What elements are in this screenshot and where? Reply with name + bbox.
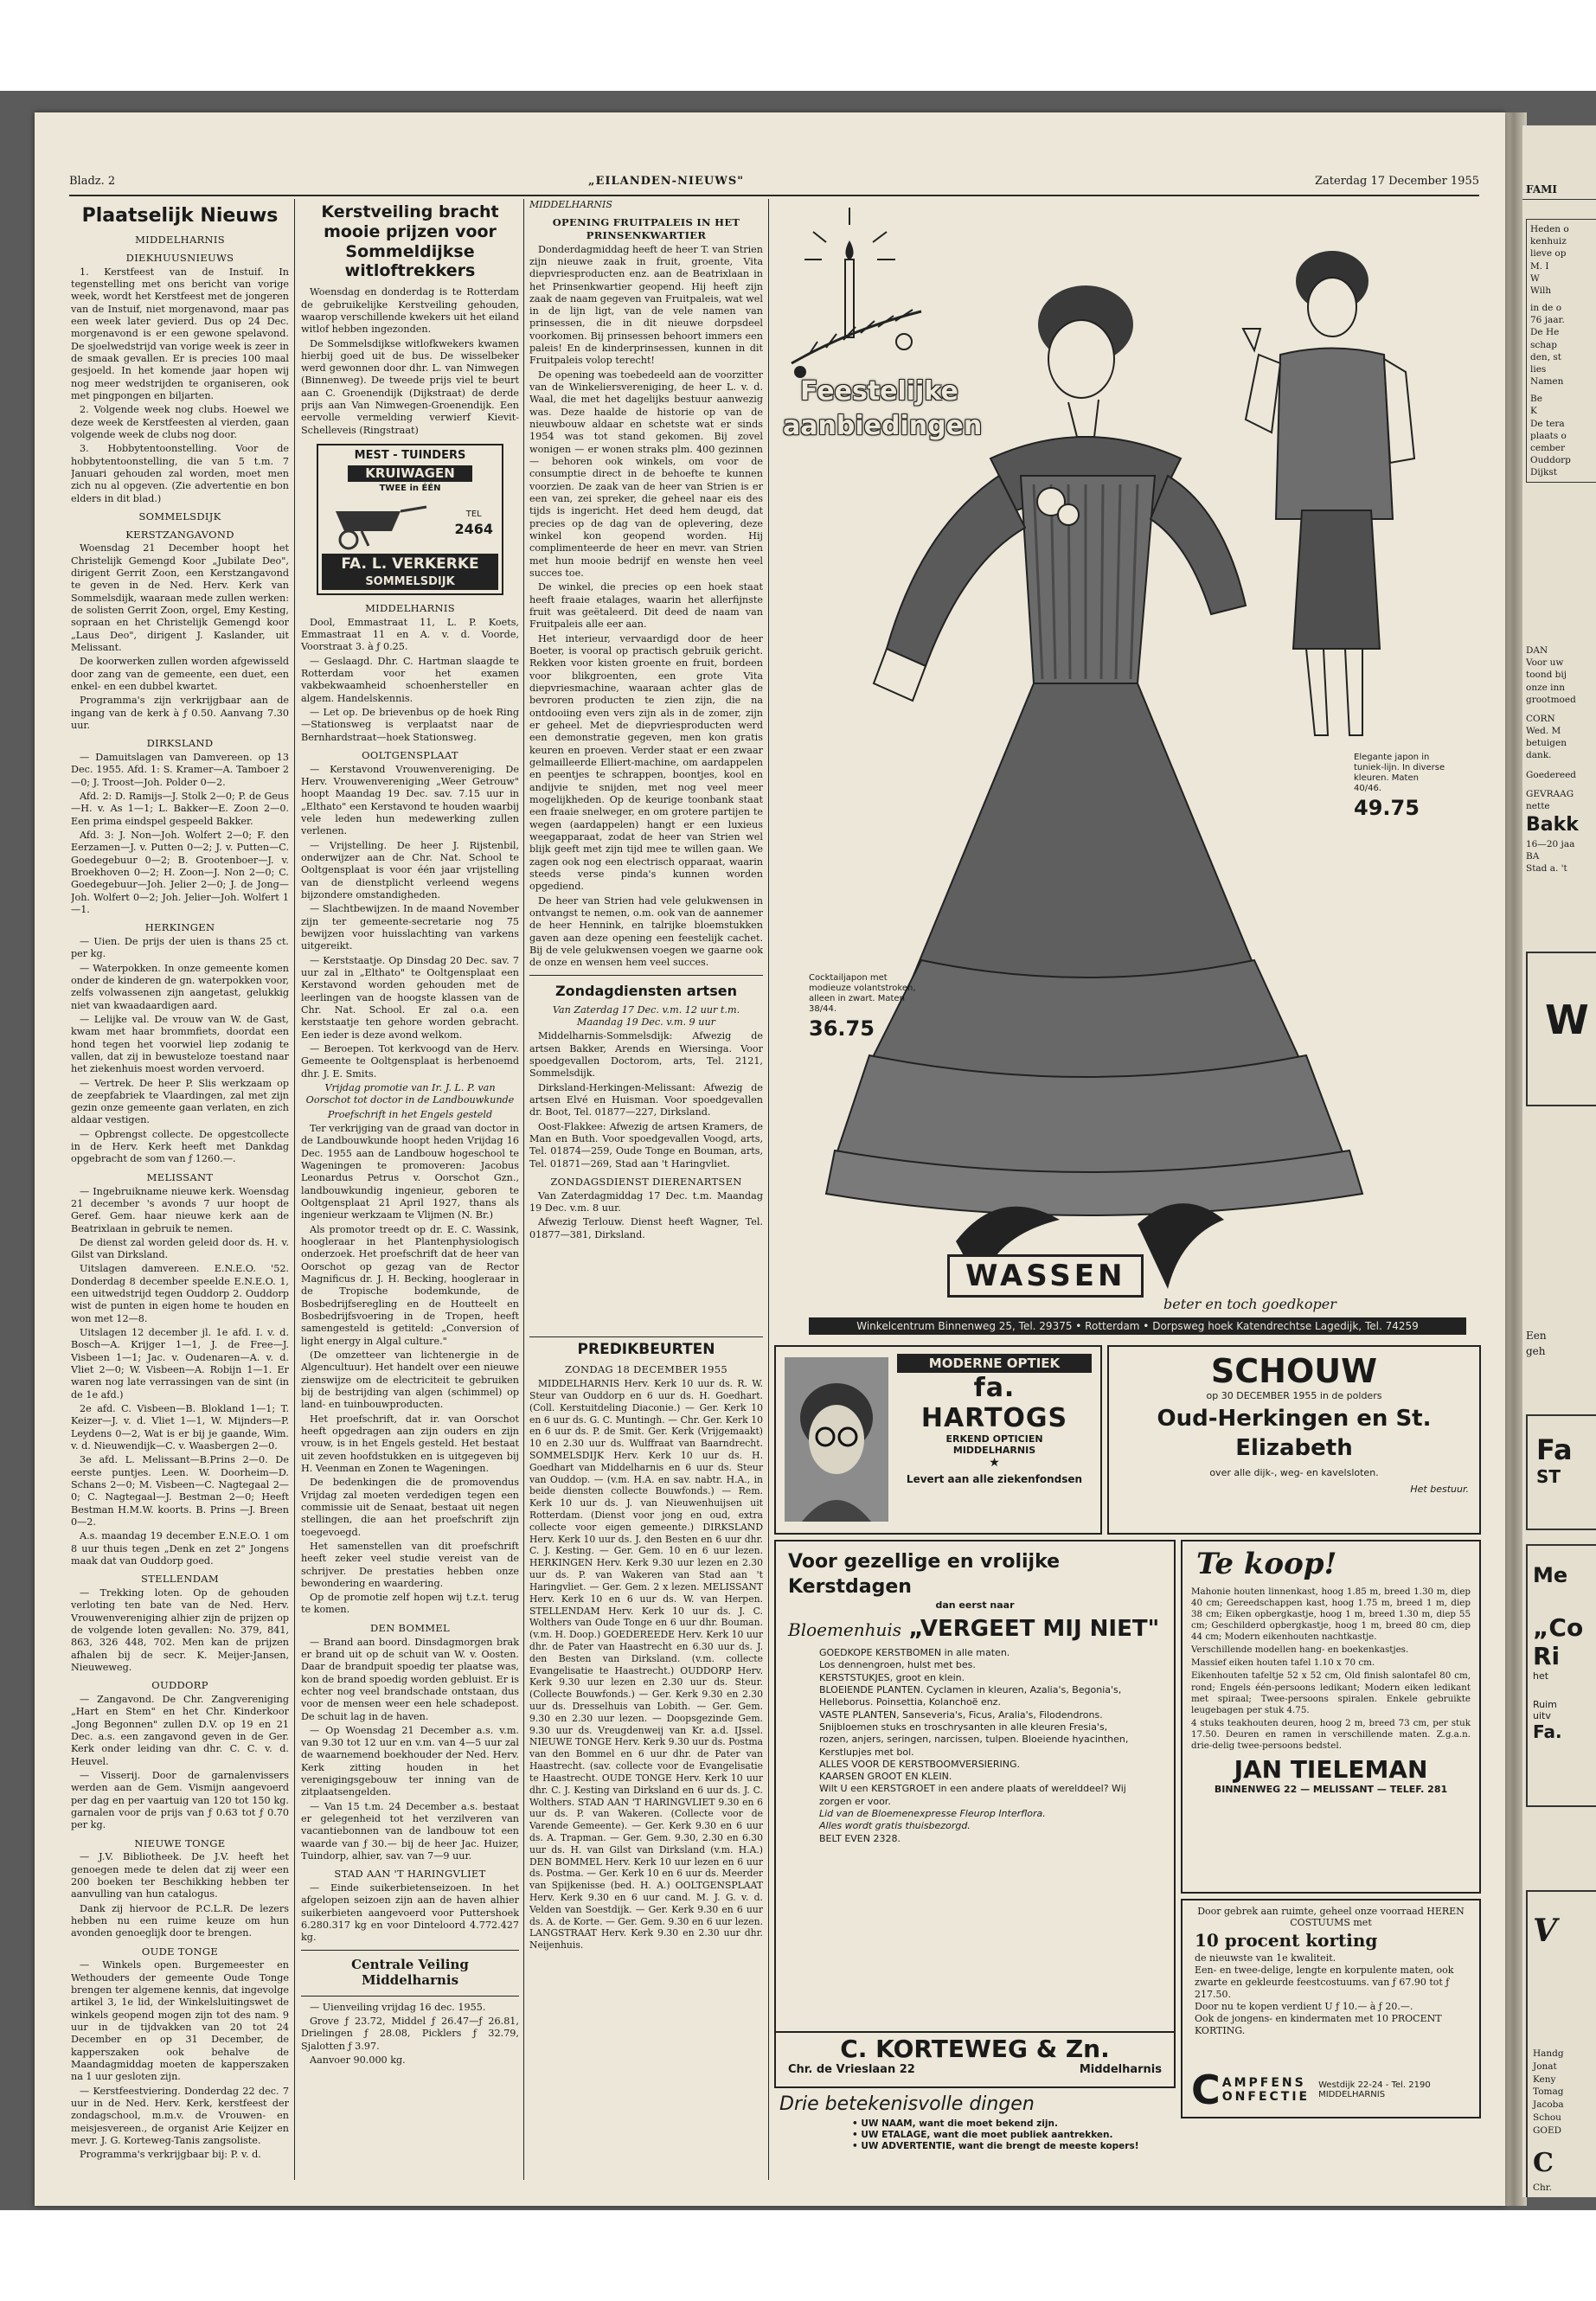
ad-headline: Te koop! xyxy=(1196,1547,1337,1581)
paragraph: Het proefschrift, dat ir. van Oorschot heeft opgedragen aan zijn ouders en zijn vrouw, is in het Engels gesteld. Het bestaat uit zeven hoofdstukken en is uitgegeven bij H. Veenman en Zonen te Wageningen. xyxy=(301,1413,519,1474)
schouw-polders: Oud-Herkingen en St. Elizabeth xyxy=(1157,1406,1432,1461)
paragraph: 3. Hobbytentoonstelling. Voor de hobbytentoonstelling, die van 5 t.m. 7 Januari gehouden zal worden, moet men zich nu al opgeven. (Zie advertentie en bon elders in dit blad.) xyxy=(71,443,289,504)
text-fragment: BA xyxy=(1526,850,1540,862)
portrait-woman-glasses-icon xyxy=(785,1357,888,1522)
ad-tel-label: TEL xyxy=(465,510,482,520)
adjacent-page-strip xyxy=(1522,125,1596,2197)
ad-paragraph: Verschillende modellen hang- en boekenkastjes. xyxy=(1191,1644,1409,1656)
ad-line: KERSTSTUKJES, groot en klein. xyxy=(819,1671,965,1683)
section-title: Plaatselijk Nieuws xyxy=(81,205,279,227)
text-fragment: Ruim xyxy=(1533,1699,1557,1710)
brand-wassen: WASSEN xyxy=(947,1254,1144,1298)
schouw-sign: Het bestuur. xyxy=(1410,1483,1469,1495)
paragraph: Donderdagmiddag heeft de heer T. van Strien zijn nieuwe zaak in fruit, groente, Vita diepvriesproducten enz. aan de Beatrixlaan in het Prinsenkwartier geopend. Hij heeft zijn zaak de naam gegeven van Fruitpaleis, wat wel in de lijn ligt, van de vele namen van prinsessen, die in dit nieuwe dorpsdeel voorkomen. Bij prinsessen behoort immers een paleis! En de kinderprinsessen, kunnen in dit Fruitpaleis volop terecht! xyxy=(529,243,763,367)
paragraph: — Lelijke val. De vrouw van W. de Gast, kwam met haar brommfiets, doordat een hond tegen het voorwiel liep zodanig te vallen, dat zij in bewusteloze toestand naar het ziekenhuis moest worden vervoerd. xyxy=(71,1013,289,1075)
place-heading: MIDDELHARNIS xyxy=(365,602,455,615)
list-item: • UW NAAM, want die moet bekend zijn. xyxy=(852,2118,1058,2129)
ad-schouw xyxy=(1107,1345,1481,1535)
ad-line: Alles wordt gratis thuisbezorgd. xyxy=(819,1820,971,1832)
next-header: FAMI xyxy=(1526,183,1558,195)
paragraph: 3e afd. L. Melissant—B.Prins 2—0. De eerste puntjes. Leen. W. Doorheim—D. Schans 2—0; M. Visbeen—C. Nagtegaal 2—0; C. Nagtegaal—J. Bestman 2—0; Heeft Bestman H.M.W. koorts. B. Prins —J. Breen 0—2. xyxy=(71,1454,289,1529)
paragraph: Het interieur, vervaardigd door de heer Boeter, is vooral op practisch gebruik gericht. Rekken voor kisten groente en fruit, bordeen voor blikgroenten, een grote Vita diepvriesmachine, waaraan achter glas de bevroren producten te zien zijn, die na ontdooiing even vers zijn als in de zomer, zijn er geheel. Met de diepvriesproducten werd een demonstratie gegeven, men kon gratis keuren en proeven. Verder staat er een zwaar gelmailleerde Elliert-machine, om aardappelen en peentjes te schrappen, boontjes, kool en andijvie te snijden, met nog veel meer mogelijkheden. Op de keurige toonbank staat een fraaie snelweger, en om grotere partijen te wegen (aardappelen) hangt er een luxieus weegapparaat, zodat de heer van Strien wel blijk geeft met zijn tijd mee te willen gaan. We zagen ook nog een electrisch opparaat, waarin steeds verse pinda's kunnen worden opgediend. xyxy=(529,632,763,893)
paragraph: — Kerstfeestviering. Donderdag 22 dec. 7 uur in de Ned. Herv. Kerk, kerstfeest der zondagschool, m.m.v. de Vrouwen- en meisjesvereen., de organist Arie Keijzer en mevr. J. G. Korteweg-Tanis zangsoliste. xyxy=(71,2085,289,2147)
ad-headline: Drie betekenisvolle dingen xyxy=(779,2093,1035,2115)
place-heading: STAD AAN 'T HARINGVLIET xyxy=(334,1868,486,1881)
paragraph: Afwezig Terlouw. Dienst heeft Wagner, Tel. 01877—381, Dirksland. xyxy=(529,1216,763,1240)
schouw-line: over alle dijk-, weg- en kavelsloten. xyxy=(1209,1466,1379,1478)
ad-headline: Voor gezellige en vrolijke Kerstdagen xyxy=(788,1551,1061,1598)
ad-paragraph: 4 stuks teakhouten deuren, hoog 2 m, breed 73 cm, per stuk 17.50. Deuren en ramen in verschillende maten. Z.g.a.n. drie-delig twee-persoons bedstel. xyxy=(1191,1717,1471,1751)
paragraph: Op de promotie zelf hopen wij t.z.t. terug te komen. xyxy=(301,1592,519,1616)
text-fragment: Wed. M xyxy=(1526,726,1561,737)
text-fragment: nette xyxy=(1526,800,1550,811)
text-fragment: Be xyxy=(1530,394,1542,405)
ad-line: Een- en twee-delige, lengte en korpulente maten, ook zwarte en gekleurde feestcostuums. van ƒ 67.90 tot ƒ 217.50. xyxy=(1195,1965,1454,2001)
paragraph: Ter verkrijging van de graad van doctor in de Landbouwkunde hoopt heden Vrijdag 16 Dec. 1955 aan de Landbouw hogeschool te Wageningen te promoveren: Jacobus Leonardus Petrus v. Oorschot Gzn., landbouwkundig ingenieur, geboren te Ooltgensplaat 21 April 1927, thans als ingenieur werkzaam te Vlijmen (N. Br.) xyxy=(301,1123,519,1221)
ad-title: aanbiedingen xyxy=(783,411,983,441)
text-fragment: Handg xyxy=(1533,2048,1564,2060)
place-heading: MELISSANT xyxy=(146,1170,214,1183)
text-fragment: DAN xyxy=(1526,645,1548,656)
text-fragment: 16—20 jaa xyxy=(1526,838,1575,849)
paragraph: De winkel, die precies op een hoek staat heeft fraaie etalages, waarin het allerfijnste fruit was geëtaleerd. Dit deed de naam van Fruitpaleis alle eer aan. xyxy=(529,581,763,631)
paragraph: — Brand aan boord. Dinsdagmorgen brak er brand uit op de schuit van W. v. Oosten. Daar de brandpuit spoedig ter plaatse was, kon de brand spoedig worden gebluist. Er is echter nog veel brandschade ontstaan, dus voor de mensen weer een hele schadepost. De schuit lag in de haven. xyxy=(301,1636,519,1722)
ad-line: BELT EVEN 2328. xyxy=(819,1832,901,1844)
subheadline: Proefschrift in het Engels gesteld xyxy=(327,1108,493,1120)
text-fragment: Fa xyxy=(1536,1433,1573,1466)
text-fragment: Een xyxy=(1526,1330,1547,1342)
paragraph: De opening was toebedeeld aan de voorzitter van de Winkeliersvereniging, de heer L. v. d. Waal, die met het dagelijks bestuur aanwezig was. Deze haalde de historie op van de nieuwbouw aldaar en schetste wat er sinds 1954 was tot stand gekomen. Bij zovel wonigen — er wonen straks plm. 400 gezinnen — behoren ook winkels, om voor de consumptie direct in de behoefte te kunnen voorzien. De zaak van de heer van Strien is er een van, zei spreker, die geheel naar eis des tijds is ingericht. Het deed hem deugd, dat precies op de dag van de oplevering, deze winkel kon geopend worden. Hij complimenteerde de heer en mevr. van Strien met hun mooie bedrijf en wenste hen veel succes toe. xyxy=(529,369,763,580)
ad-wassen-fashion xyxy=(774,199,1484,1336)
text-fragment: Fa. xyxy=(1533,1721,1562,1742)
place-heading: OUDE TONGE xyxy=(141,1945,219,1958)
paragraph: — Visserij. Door de garnalenvissers werden aan de Gem. Vismijn aangevoerd per dag en per vaartuig van 120 tot 150 kg. garnalen voor de prijs van ƒ 0.63 tot ƒ 0.70 per kg. xyxy=(71,1770,289,1831)
text-fragment: Heden o xyxy=(1530,224,1569,234)
paragraph: Het samenstellen van dit proefschrift heeft zeker veel studie vereist van de schrijver. De prestaties hebben onze bewondering en waardering. xyxy=(301,1540,519,1589)
paragraph: — Winkels open. Burgemeester en Wethouders der gemeente Oude Tonge brengen ter algemene kennis, dat ingevolge artikel 3, 1e lid, der Winkelsluitingswet de winkels geopend mogen zijn tot des nam. 9 uur in de tijdvakken van 20 tot 24 December en op 31 December, de kapperszaken ook behalve de Maandagmiddag moeten de kapperszaken na 1 uur gesloten zijn. xyxy=(71,1959,289,2083)
paragraph: Afd. 3: J. Non—Joh. Wolfert 2—0; F. den Eerzamen—J. v. Putten 0—2; J. v. Putten—C. Goedegebuur 0—2; B. Grootenboer—J. v. Broekhoven 0—2; H. Zoon—J. Non 2—0; C. Goedegebuur—Joh. Jelier 2—0; J. de Jong—Joh. Wolfert 0—2; Joh. Jelier—Joh. Wolfert 1—1. xyxy=(71,829,289,915)
text-fragment: „Co xyxy=(1533,1613,1584,1642)
paragraph: De dienst zal worden geleid door ds. H. v. Gilst van Dirksland. xyxy=(71,1236,289,1261)
optiek-line: Levert aan alle ziekenfondsen xyxy=(906,1473,1083,1485)
paragraph: — Zangavond. De Chr. Zangvereniging „Hart en Stem" en het Chr. Kinderkoor „Jong Begonnen" zullen D.V. op 19 en 21 Dec. a.s. een zangavond geven in de Ger. Kerk onder leiding van dhr. C. C. v. d. Heuvel. xyxy=(71,1694,289,1767)
schouw-title: SCHOUW xyxy=(1210,1352,1378,1390)
paragraph: Dool, Emmastraat 11, L. P. Koets, Emmastraat 11 en A. v. d. Voorde, Voorstraat 3. à ƒ 0.25. xyxy=(301,616,519,653)
column-local-news xyxy=(71,199,289,2180)
ad-line: de nieuwste van 1e kwaliteit. xyxy=(1195,1952,1336,1964)
place-heading: STELLENDAM xyxy=(141,1573,219,1586)
paragraph: Uitslagen 12 december jl. 1e afd. I. v. d. Bosch—A. Krijger 1—1, J. de Free—J. Visbeen 1—1; Jac. v. Oudenaren—A. v. d. Vliet 2—0; W. Visbeen—A. Robijn 1—1. Er waren nog late verrassingen van de sint (in de 1e afd.) xyxy=(71,1327,289,1400)
paragraph: De koorwerken zullen worden afgewisseld door zang van de gemeente, een duet, een enkel- en een dubbel kwartet. xyxy=(71,656,289,692)
dress-price: 49.75 xyxy=(1354,796,1420,820)
paragraph: (De omzetteer van lichtenergie in de Algencultuur). Het handelt over een nieuwe zienswijze om de electriciteit te gebruiken bij de bestrijding van algen (schimmel) op land- en tuinbouwproducten. xyxy=(301,1349,519,1411)
paragraph: Grove ƒ 23.72, Middel ƒ 26.47—ƒ 26.81, Drielingen ƒ 28.08, Picklers ƒ 32.79, Sjalotten ƒ 3.97. xyxy=(301,2016,519,2052)
text-fragment: uitv xyxy=(1533,1710,1551,1721)
ad-tel-number: 2464 xyxy=(454,520,493,537)
paragraph: Aanvoer 90.000 kg. xyxy=(310,2054,406,2067)
newspaper-page xyxy=(35,112,1505,2206)
place-heading: NIEUWE TONGE xyxy=(134,1836,226,1849)
text-fragment: Bakk xyxy=(1526,814,1579,836)
paragraph: — Let op. De brievenbus op de hoek Ring—Stationsweg is verplaatst naar de Bernhardstraat—hoek Stationsweg. xyxy=(301,707,519,743)
text-fragment: lies xyxy=(1530,363,1547,375)
sub-heading: ZONDAG 18 DECEMBER 1955 xyxy=(564,1363,728,1376)
paragraph: — Uienveiling vrijdag 16 dec. 1955. xyxy=(310,2001,486,2013)
paragraph: Uitslagen damvereen. E.N.E.O. '52. Donderdag 8 december speelde E.N.E.O. 1, een uitwedstrijd tegen Ouddorp 2. Ouddorp wist de punten in eigen home te houden en won met 12—8. xyxy=(71,1263,289,1324)
text-fragment: geh xyxy=(1526,1345,1546,1357)
text-fragment: plaats o xyxy=(1530,430,1567,441)
text-fragment: 76 jaar. xyxy=(1530,315,1565,326)
optiek-line: MIDDELHARNIS xyxy=(952,1445,1036,1456)
ad-paragraph: Eikenhouten tafeltje 52 x 52 cm, Old finish salontafel 80 cm, rond; Engels één-persoons ledikant; Modern eiken ledikant met spiraal; Twee-persoons spiralen. Enkele gebruikte leugebagen per stuk 4.75. xyxy=(1191,1670,1471,1715)
paragraph: — Uien. De prijs der uien is thans 25 ct. per kg. xyxy=(71,935,289,960)
ad-vergeet-mij-niet xyxy=(774,1540,1176,2088)
text-fragment: den, st xyxy=(1530,351,1561,362)
ad-kruiwagen xyxy=(317,444,503,595)
text-fragment: W xyxy=(1530,272,1540,284)
star-icon: ★ xyxy=(989,1456,1000,1470)
column-predikbeurten xyxy=(529,1336,763,2180)
sub-heading: KERSTZANGAVOND xyxy=(125,528,234,541)
ad-line: BLOEIENDE PLANTEN. Cyclamen in kleuren, Azalia's, Begonia's, Helleborus. Poinsettia, Kolanchoë enz. xyxy=(819,1684,1122,1708)
ad-script-name: Bloemenhuis xyxy=(788,1619,902,1641)
text-fragment: schap xyxy=(1530,339,1558,350)
paragraph: 1. Kerstfeest van de Instuif. In tegenstelling met ons bericht van vorige week, wordt het Kerstfeest met de jongeren van de Instuif, niet morgenavond, maar pas een week later gevierd. Dus op 24 Dec. morgenavond is er een gewone spelavond. De sjoelwedstrijd van vorige week is zeer in de smaak gevallen. Er is precies 100 maal gesjoeld. In het komende jaar hopen wij nog meer wedstrijden te organiseren, ook met pingpongen en biljarten. xyxy=(71,266,289,401)
ad-line: ALLES VOOR DE KERSTBOOMVERSIERING. xyxy=(819,1758,1021,1770)
text-fragment: GOED xyxy=(1533,2125,1562,2136)
ad-line: KAARSEN GROOT EN KLEIN. xyxy=(819,1771,952,1783)
ad-line: Lid van de Bloemenexpresse Fleurop Interflora. xyxy=(819,1808,1046,1820)
place-heading: MIDDELHARNIS xyxy=(135,234,225,247)
paragraph: — Einde suikerbietenseizoen. In het afgelopen seizoen zijn aan de haven alhier suikerbieten aangevoerd voor Puttershoek 6.280.317 kg en voor Dinteloord 4.772.427 kg. xyxy=(301,1882,519,1944)
paragraph: Als promotor treedt op dr. E. C. Wassink, hoogleraar in het Plantenphysiologisch onderzoek. Het proefschrift dat de heer van Oorschot op gezag van de Rector Magnificus dr. J. H. Becking, hoogleraar in de Tropische bodemkunde, de Bosbedrijfseregling en de Houtteelt en Bosbedrijfsvoering in de Tropen, heeft samengesteld is getiteld: „Conversion of light energy in Algal culture." xyxy=(301,1223,519,1347)
paragraph: Dirksland-Herkingen-Melissant: Afwezig de artsen Elvé en Huisman. Voor spoedgevallen dr. Boot, Tel. 01877—227, Dirksland. xyxy=(529,1081,763,1118)
text-fragment: De He xyxy=(1530,327,1560,338)
text-fragment: Ri xyxy=(1533,1642,1561,1670)
paragraph: — Kerststaatje. Op Dinsdag 20 Dec. sav. 7 uur zal in „Elthato" te Ooltgensplaat een Kerstavond worden gehouden met de leerlingen van de hoogste klassen van de Chr. Nat. School. Er zal o.a. een kerststaatje ten gehore worden gebracht. Een ieder is deze avond welkom. xyxy=(301,954,519,1041)
ad-line: Ook de jongens- en kindermaten met 10 PROCENT KORTING. xyxy=(1195,2013,1442,2037)
place-heading: DEN BOMMEL xyxy=(369,1621,450,1634)
text-fragment: C xyxy=(1533,2148,1554,2179)
paragraph: — Damuitslagen van Damvereen. op 13 Dec. 1955. Afd. 1: S. Kramer—A. Tamboer 2—0; J. Troost—Joh. Polder 0—2. xyxy=(71,751,289,788)
paragraph: — Trekking loten. Op de gehouden verloting ten bate van de Ned. Herv. Vrouwenvereniging alhier zijn de prijzen op de volgende loten gevallen: No. 379, 841, 863, 326 448, 702. Men kan de prijzen afhalen bij de secr. K. Meijer-Jansen, Nieuweweg. xyxy=(71,1587,289,1674)
paragraph: — J.V. Bibliotheek. De J.V. heeft het genoegen mede te delen dat zij weer een 200 boeken ter Beschikking hebben ter aanvulling van hun catalogus. xyxy=(71,1851,289,1900)
paragraph: Afd. 2: D. Ramijs—J. Stolk 2—0; P. de Geus—H. v. As 1—1; L. Bakker—E. Zoon 2—0. Een prima eindspel gespeeld Bakker. xyxy=(71,790,289,827)
list-item: • UW ETALAGE, want die moet publiek aantrekken. xyxy=(852,2130,1113,2141)
ad-line: TWEE in ÉÉN xyxy=(379,483,441,493)
paragraph: Programma's zijn verkrijgbaar aan de ingang van de kerk à ƒ 0.50. Aanvang 7.30 uur. xyxy=(71,695,289,731)
text-fragment: Schou xyxy=(1533,2112,1561,2123)
place-heading: OOLTGENSPLAAT xyxy=(362,749,458,762)
dress-price: 36.75 xyxy=(809,1016,875,1041)
paragraph: — Slachtbewijzen. In de maand November zijn ter gemeente-secretarie nog 75 bewijzen voor huisslachting van varkens uitgereikt. xyxy=(301,903,519,952)
ad-place: SOMMELSDIJK xyxy=(322,575,498,590)
sub-heading: ZONDAGSDIENST DIERENARTSEN xyxy=(550,1176,742,1188)
text-fragment: toond bij xyxy=(1526,670,1567,681)
column-rule xyxy=(523,199,524,2180)
text-fragment: M. I xyxy=(1530,260,1549,272)
text-fragment: Namen xyxy=(1530,376,1564,388)
optiek-line: ERKEND OPTICIEN xyxy=(945,1433,1043,1445)
ad-optiek xyxy=(774,1345,1102,1535)
ad-firm: FA. L. VERKERKE xyxy=(322,554,498,576)
paragraph: Van Zaterdagmiddag 17 Dec. t.m. Maandag 19 Dec. v.m. 8 uur. xyxy=(529,1189,763,1215)
ad-line: VASTE PLANTEN, Sanseveria's, Ficus, Aralia's, Filodendrons. xyxy=(819,1708,1103,1721)
text-fragment: Jacoba xyxy=(1533,2099,1564,2111)
text-fragment: onze inn xyxy=(1526,682,1566,693)
column-news-2 xyxy=(301,199,519,2180)
brand-slogan: beter en toch goedkoper xyxy=(1163,1296,1336,1312)
text-fragment: het xyxy=(1533,1670,1549,1682)
ad-line: MEST - TUINDERS xyxy=(354,449,466,463)
paragraph: Programma's verkrijgbaar bij: P. v. d. xyxy=(80,2149,261,2161)
text-fragment: W xyxy=(1545,997,1589,1043)
text-fragment: Stad a. 't xyxy=(1526,863,1567,875)
ad-line: Door gebrek aan ruimte, geheel onze voorraad HEREN COSTUUMS met xyxy=(1197,1906,1465,1928)
column-news-3 xyxy=(529,199,763,1324)
text-fragment: Me xyxy=(1533,1563,1568,1587)
ad-line: Wilt U een KERSTGROET in een andere plaats of werelddeel? Wij zorgen er voor. xyxy=(819,1783,1126,1807)
column-rule xyxy=(294,199,295,2180)
paragraph: Van Zaterdag 17 Dec. v.m. 12 uur t.m. Maandag 19 Dec. v.m. 9 uur xyxy=(552,1003,740,1029)
text-fragment: CORN xyxy=(1526,713,1555,724)
text-fragment: kenhuiz xyxy=(1530,236,1567,247)
ad-line: GOEDKOPE KERSTBOMEN in alle maten. xyxy=(819,1647,1010,1659)
wheelbarrow-icon xyxy=(327,498,431,550)
paragraph: — Op Woensdag 21 December a.s. v.m. van 9.30 tot 12 uur en v.m. van 4—5 uur zal de waarnemend boekhouder der Ned. Herv. Kerk zitting houden in het verenigingsgebouw ter inning van de zitplaatsengelden. xyxy=(301,1724,519,1798)
header-rule xyxy=(69,195,1479,196)
paper-title: „EILANDEN-NIEUWS" xyxy=(588,175,745,188)
ad-line: Snijbloemen stuks en troschrysanten in alle kleuren Fresia's, rozen, anjers, seringen, narcissen, tulpen. Bloeiende hyacinthen, Kerstlupjes met bol. xyxy=(819,1721,1129,1758)
text-fragment: Dijkst xyxy=(1530,467,1558,478)
paragraph: De Sommelsdijkse witlofkwekers kwamen hierbij goed uit de bus. De wisselbeker werd gewonnen door dhr. L. van Nimwegen (Binnenweg). De tweede prijs viel te beurt aan C. Groenendijk (Dijkstraat) de derde prijs aan Van Nimwegen-Groenendijk. Een eervolle vermelding verwierf Kievit-Schelleveis (Ringstraat) xyxy=(301,337,519,436)
ad-address: Westdijk 22-24 - Tel. 2190 xyxy=(1318,2080,1431,2090)
ad-city: MIDDELHARNIS xyxy=(1318,2090,1386,2099)
sub-heading: DIEKHUUSNIEUWS xyxy=(125,251,234,264)
optiek-name-line: MODERNE OPTIEK xyxy=(897,1354,1092,1373)
veiling-title: Centrale Veiling Middelharnis xyxy=(351,1956,469,1988)
paragraph: — Opbrengst collecte. De opgestcollecte in de Herv. Kerk heeft met Dankdag opgebracht de som van ƒ 1260.—. xyxy=(71,1128,289,1165)
paragraph: — Ingebruikname nieuwe kerk. Woensdag 21 december 's avonds 7 uur hoopt de Geref. Gem. haar nieuwe kerk aan de Beatrixlaan in gebruik te nemen. xyxy=(71,1185,289,1234)
text-fragment: V xyxy=(1533,1913,1557,1949)
paragraph: — Kerstavond Vrouwenvereniging. De Herv. Vrouwenvereniging „Weer Getrouw" hoopt Maandag 19 Dec. sav. 7.15 uur in „Elthato" een Kerstavond te houden waarbij vele leden hun medewerking zullen verlenen. xyxy=(301,763,519,837)
running-header xyxy=(69,175,1479,192)
place-heading: DIRKSLAND xyxy=(146,737,214,750)
dress-caption: Elegante japon in tuniek-lijn. In diverse kleuren. Maten 40/46. xyxy=(1354,753,1445,793)
ad-shop-name: „VERGEET MIJ NIET" xyxy=(908,1616,1160,1643)
ad-headline: 10 procent korting xyxy=(1195,1930,1378,1951)
paragraph: Dank zij hiervoor de P.C.L.R. De lezers hebben nu een ruime keuze om hun avonden genoeglijk door te brengen. xyxy=(71,1902,289,1939)
paragraph: — Vertrek. De heer P. Slis werkzaam op de zeepfabriek te Vlaardingen, zal met zijn gezin onze gemeente gaan verlaten, en zich aldaar vestigen. xyxy=(71,1077,289,1126)
paragraph: — Van 15 t.m. 24 December a.s. bestaat er gelegenheid tot het verzilveren van vacantiebonnen van de landbouw tot een waarde van ƒ 30.— bij de heer Jac. Huizer, Tuindorp, alhier, sav. van 7—9 uur. xyxy=(301,1800,519,1862)
column-rule xyxy=(768,199,769,2180)
text-fragment: in de o xyxy=(1530,303,1562,314)
article-title: Kerstveiling bracht mooie prijzen voor Sommeldijkse witloftrekkers xyxy=(321,202,499,281)
paragraph: A.s. maandag 19 december E.N.E.O. 1 om 8 uur thuis tegen „Denk en zet 2" Jongens maak dat van Ouddorp goed. xyxy=(71,1530,289,1567)
ad-line: Los dennengroen, hulst met bes. xyxy=(819,1659,976,1671)
place-heading: SOMMELSDIJK xyxy=(138,510,221,522)
schouw-line: op 30 DECEMBER 1955 in de polders xyxy=(1206,1390,1382,1401)
text-fragment: Keny xyxy=(1533,2073,1556,2085)
ad-firm: C. KORTEWEG & Zn. xyxy=(840,2035,1110,2063)
page-number: Bladz. 2 xyxy=(69,175,116,188)
section-title: Zondagdiensten artsen xyxy=(555,982,737,999)
ad-campfens xyxy=(1181,1899,1481,2118)
text-fragment: De tera xyxy=(1530,418,1565,429)
paragraph: De heer van Strien had vele gelukwensen in ontvangst te nemen, o.m. ook van de aannemer de heer Hennink, en talrijke bloemstukken gaven aan deze opening een feestelijk cachet. Bij de vele gelukwensen voegen we gaarne ook de onze en wensen hem veel succes. xyxy=(529,894,763,969)
paragraph: 2e afd. C. Visbeen—B. Blokland 1—1; T. Keizer—J. v. d. Vliet 1—1, W. Mijnders—P. Leydens 0—2, Wat is er bij je gaande, Wim. v. d. Nieuwendijk—C. v. Waasbergen 2—0. xyxy=(71,1403,289,1452)
text-fragment: betuigen xyxy=(1526,738,1567,749)
ad-firm: ONFECTIE xyxy=(1221,2090,1311,2104)
text-fragment: dank. xyxy=(1526,750,1552,761)
ad-firm: JAN TIELEMAN xyxy=(1234,1754,1428,1784)
paragraph: MIDDELHARNIS Herv. Kerk 10 uur ds. R. W. Steur van Ouddorp en 6 uur ds. H. Goedhart. (Coll. Kerstuitdeling Diaconie.) — Ger. Kerk 10 en 6 uur ds. G. C. Muntingh. — Chr. Ger. Kerk 10 en 6 uur ds. P. de Smit. Ger. Kerk (Vrijgemaakt) 10 en 2.30 uur ds. Wulffraat van Baarndrecht. SOMMELSDIJK Herv. Kerk 10 uur ds. H. Goedhart van Middelharnis en 6 uur ds. Steur van Ouddop. — (v.m. H.A. en sav. nabtr. H.A., in beide diensten collecte Bouwfonds.) — Rem. Kerk 10 uur ds. J. van Nieuwenhuijsen uit Rotterdam. (Dienst voor jong en oud, extra collecte voor eigen gemeente.) DIRKSLAND Herv. Kerk 10 uur ds. J. den Besten en 6 uur dhr. C. J. Kesting. — Ger. Gem. 10 en 6 uur lezen. HERKINGEN Herv. Kerk 9.30 uur lezen en 2.30 uur ds. P. van Wakeren van Stad aan 't Haringvliet. — Ger. Gem. 2 x lezen. MELISSANT Herv. Kerk 10 en 6 uur ds. W. van Herpen. STELLENDAM Herv. Kerk 10 uur ds. J. C. Wolthers van Oude Tonge en 6 uur dhr. Bouman. (v.m. H. Doop.) GOEDEREEDE Herv. Kerk 10 uur dhr. de Pater van Haastrecht en 6.30 uur ds. J. den Besten van Dirksland. (v.m. collecte Evangelisatie te Haastrecht.) OUDDORP Herv. Kerk 9.30 uur lezen en 2.30 uur ds. Steur. (Collecte Bouwfonds.) — Ger. Kerk 9.30 en 2.30 uur ds. Dresselhuis van Lobith. — Ger. Gem. 9.30 en 2.30 uur lezen. — Doopsgezinde Gem. 9.30 uur ds. Vreugdenweij van Kr. a.d. IJssel. NIEUWE TONGE Herv. Kerk 9.30 uur ds. Postma van den Bommel en 6 uur dhr. de Pater van Haastrecht. (sav. collecte voor de Evangelisatie te Haastrecht. OUDE TONGE Herv. Kerk 10 uur dhr. C. J. Kesting van Dirksland en 6 uur ds. J. C. Wolthers. STAD AAN 'T HARINGVLIET 9.30 en 6 uur ds. P. van Wakeren. (Collecte voor de Varende Gemeente). — Ger. Kerk 9.30 en 6 uur ds. A. Trapman. — Ger. Gem. 9.30, 2.30 en 6.30 uur ds. H. van Gilst van Dirksland (v.m. H.A.) DEN BOMMEL Herv. Kerk 10 uur lezen en 6 uur ds. Postma. — Ger. Kerk 10 en 6 uur ds. Meerder van Spijkenisse (bed. H. A.) OOLTGENSPLAAT Herv. Kerk 9.30 en 6 uur cand. M. J. G. v. d. Velden van Soestdijk. — Ger. Kerk 9.30 en 6 uur ds. A. de Korte. — Ger. Gem. 9.30 en 6 uur lezen. LANGSTRAAT Herv. Kerk 9.30 en 2.30 uur dhr. Neijenhuis. xyxy=(529,1378,763,1952)
text-fragment: K xyxy=(1530,406,1537,417)
paragraph: — Vrijstelling. De heer J. Rijstenbil, onderwijzer aan de Chr. Nat. School te Ooltgensplaat is voor één jaar vrijstelling van de dienstplicht verleend wegens bijzondere omstandigheden. xyxy=(301,839,519,901)
ad-address: Chr. de Vrieslaan 22 xyxy=(788,2063,915,2076)
text-fragment: Voor uw xyxy=(1526,657,1564,669)
text-fragment: cember xyxy=(1530,442,1566,453)
subheadline: Vrijdag promotie van Ir. J. L. P. van Oorschot tot doctor in de Landbouwkunde xyxy=(305,1082,515,1106)
optiek-firm: fa. HARTOGS xyxy=(920,1373,1068,1433)
paragraph: Middelharnis-Sommelsdijk: Afwezig de artsen Bakker, Arends en Wiersinga. Voor spoedgevallen Doctorom, arts, Tel. 2121, Sommelsdijk. xyxy=(529,1030,763,1080)
page-date: Zaterdag 17 December 1955 xyxy=(1315,175,1479,188)
paragraph: — Waterpokken. In onze gemeente komen onder de kinderen de gn. waterpokken voor, zelfs volwassenen zijn aangetast, gelukkig niet van kwaadaardigen aard. xyxy=(71,962,289,1011)
kicker: MIDDELHARNIS xyxy=(529,199,612,210)
place-heading: OUDDORP xyxy=(151,1679,208,1692)
ad-te-koop xyxy=(1181,1540,1481,1894)
paragraph: 2. Volgende week nog clubs. Hoewel we deze week de Kerstfeesten al vierden, gaan volgende week de clubs nog door. xyxy=(71,404,289,440)
text-fragment: Jonat xyxy=(1533,2061,1557,2073)
paragraph: Woensdag 21 December hoopt het Christelijk Gemengd Koor „Jubilate Deo", dirigent Gerrit Zoon, een Kerstzangavond te geven in de Ned. Herv. Kerk van Sommelsdijk, waaraan mede zullen werken: de solisten Gerrit Zoon, orgel, Emy Kesting, sopraan en het Christelijk Gemengd koor „Laus Deo", dirigent J. Kaslander, uit Melissant. xyxy=(71,542,289,653)
paragraph: De bedenkingen die de promovendus Vrijdag zal moeten verdedigen tegen een commissie uit de Senaat, bestaat uit negen stellingen, die aan het proefschrift zijn toegevoegd. xyxy=(301,1477,519,1538)
paragraph: Woensdag en donderdag is te Rotterdam de gebruikelijke Kerstveiling gehouden, waarop verschillende kwekers uit het eiland witlof hebben ingezonden. xyxy=(301,286,519,336)
ad-line: Door nu te kopen verdient U ƒ 10.— à ƒ 20.—. xyxy=(1195,2001,1413,2013)
text-fragment: GEVRAAG xyxy=(1526,788,1574,799)
text-fragment: lieve op xyxy=(1530,248,1567,260)
dress-caption: Cocktailjapon met modieuze volantstroken, alleen in zwart. Maten 38/44. xyxy=(809,973,916,1014)
text-fragment: ST xyxy=(1536,1466,1561,1487)
ad-firm: AMPFENS xyxy=(1221,2076,1306,2090)
text-fragment: Ouddorp xyxy=(1530,455,1571,466)
ad-address: BINNENWEG 22 — MELISSANT — TELEF. 281 xyxy=(1214,1783,1448,1795)
text-fragment: Tomag xyxy=(1533,2086,1564,2098)
article-title: OPENING FRUITPALEIS IN HET PRINSENKWARTIER xyxy=(552,216,740,241)
campfens-logo-c: C xyxy=(1191,2067,1221,2113)
paragraph: — Geslaagd. Dhr. C. Hartman slaagde te Rotterdam voor het examen vakbekwaamheid schoenhersteller en algem. Handelskennis. xyxy=(301,655,519,704)
paragraph: — Beroepen. Tot kerkvoogd van de Herv. Gemeente te Ooltgensplaat is herbenoemd dhr. J. E. Smits. xyxy=(301,1043,519,1080)
list-item: • UW ADVERTENTIE, want die brengt de meeste kopers! xyxy=(852,2141,1139,2152)
section-title: PREDIKBEURTEN xyxy=(577,1341,715,1358)
ad-city: Middelharnis xyxy=(1079,2063,1162,2076)
ad-line: KRUIWAGEN xyxy=(348,465,472,482)
ad-title: Feestelijke xyxy=(800,376,958,407)
ad-paragraph: Massief eiken houten tafel 1.10 x 70 cm. xyxy=(1191,1657,1375,1669)
ad-line: dan eerst naar xyxy=(935,1599,1015,1612)
text-fragment: Chr. xyxy=(1533,2182,1552,2194)
paragraph: Oost-Flakkee: Afwezig de artsen Kramers, de Man en Buth. Voor spoedgevallen Voogd, arts, Tel. 01874—259, Oude Tonge en Bouman, arts, Tel. 01871—269, Stad aan 't Haringvliet. xyxy=(529,1120,763,1170)
text-fragment: Wilh xyxy=(1530,285,1552,296)
text-fragment: grootmoed xyxy=(1526,694,1576,705)
place-heading: HERKINGEN xyxy=(144,921,215,934)
text-fragment: Goedereed xyxy=(1526,769,1577,780)
ad-paragraph: Mahonie houten linnenkast, hoog 1.85 m, breed 1.30 m, diep 40 cm; Gereedschappen kast, hoog 1.75 m, breed 1 m, diep 38 cm; Eiken opbergkastje, hoog 1 m, breed 1.30 m, diep 55 cm; Geschilderd opbergkastje, hoog 1 m, breed 80 cm, diep 44 cm; Modern eikenhouten nachtkastje. xyxy=(1191,1586,1471,1643)
ad-drie-dingen xyxy=(774,2093,1172,2180)
store-address-bar: Winkelcentrum Binnenweg 25, Tel. 29375 • Rotterdam • Dorpsweg hoek Katendrechtse Lagedijk, Tel. 74259 xyxy=(809,1317,1466,1335)
